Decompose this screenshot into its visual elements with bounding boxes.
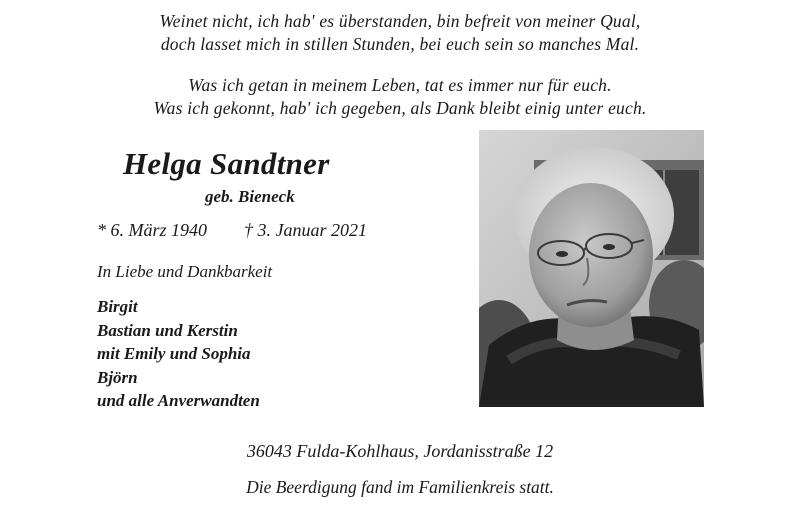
- thanks-line: In Liebe und Dankbarkeit: [97, 262, 273, 281]
- mourners-list: [97, 295, 260, 413]
- mourner-item: Bastian und Kerstin: [97, 320, 238, 340]
- deceased-name: Helga Sandtner: [123, 146, 330, 181]
- mourner-item: und alle Anverwandten: [97, 391, 260, 410]
- mourner-item: Björn: [97, 367, 138, 387]
- poem-line: Was ich getan in meinem Leben, tat es immer nur für euch.: [188, 75, 612, 95]
- birth-date: * 6. März 1940: [97, 220, 208, 240]
- poem-stanza-2: [0, 74, 800, 120]
- poem-line: Was ich gekonnt, hab' ich gegeben, als Dank bleibt einig unter euch.: [153, 98, 647, 118]
- portrait-photo: [479, 130, 704, 407]
- mourner-item: mit Emily und Sophia: [97, 344, 251, 363]
- mourner-item: Birgit: [97, 297, 138, 316]
- poem-line: Weinet nicht, ich hab' es überstanden, bin befreit von meiner Qual,: [159, 11, 641, 31]
- funeral-note: Die Beerdigung fand im Familienkreis statt.: [246, 477, 554, 497]
- maiden-name: geb. Bieneck: [205, 187, 295, 206]
- address: 36043 Fulda-Kohlhaus, Jordanisstraße 12: [246, 441, 554, 461]
- poem-line: doch lasset mich in stillen Stunden, bei euch sein so manches Mal.: [160, 34, 640, 54]
- death-date: † 3. Januar 2021: [244, 220, 367, 240]
- poem-stanza-1: [0, 10, 800, 56]
